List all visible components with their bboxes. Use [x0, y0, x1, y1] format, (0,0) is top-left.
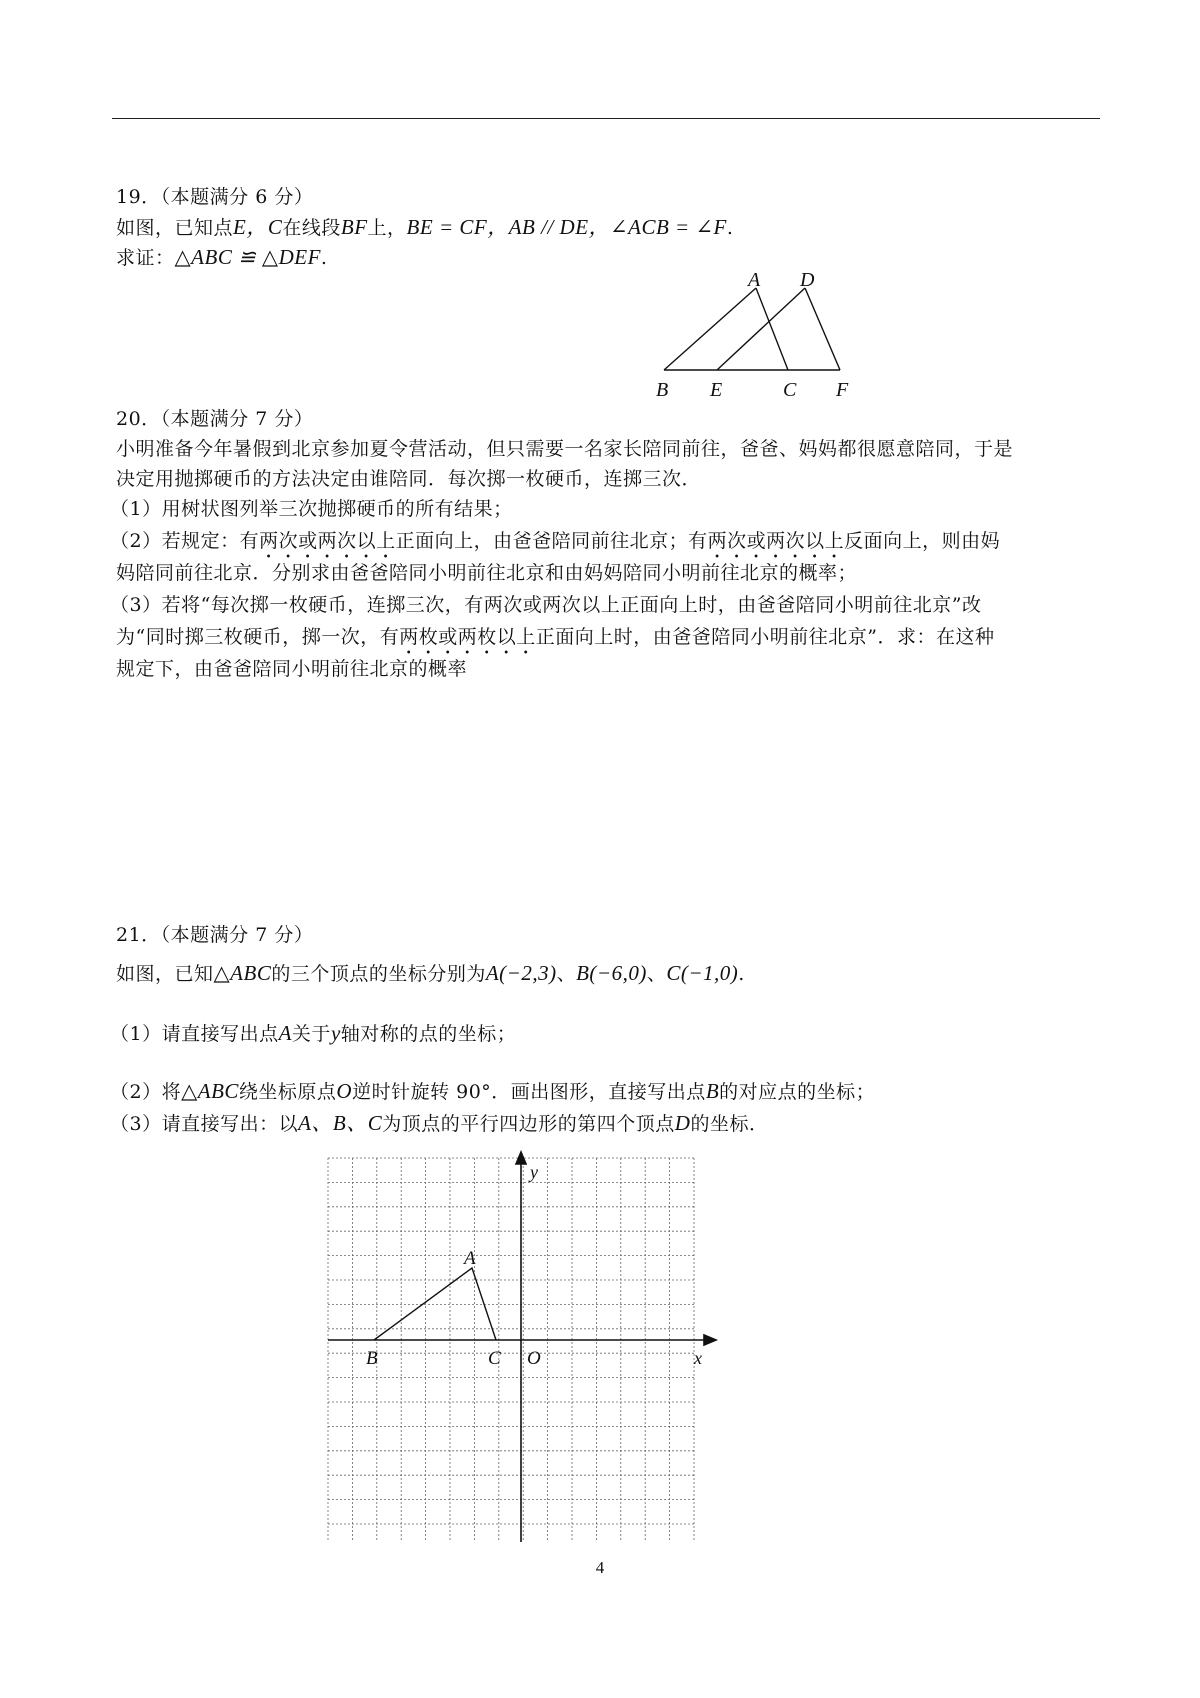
point-label-C: C	[488, 1348, 501, 1369]
fig-label-C: C	[783, 379, 797, 401]
q20-part-3-cont: 为“同时掷三枚硬币，掷一次，有两枚或两枚以上正面向上时，由爸爸陪同小明前往北京”．求：在这种	[116, 626, 995, 648]
q19-prove: 求证：△ABC ≌ △DEF.	[116, 245, 328, 269]
q21-coordinate-grid	[320, 1150, 720, 1550]
grid-lines	[328, 1158, 696, 1542]
page-number: 4	[595, 1558, 605, 1577]
fig-label-E: E	[710, 379, 723, 401]
q20-header: 20．（本题满分 7 分）	[116, 408, 314, 430]
q20-intro-1: 小明准备今年暑假到北京参加夏令营活动，但只需要一名家长陪同前往，爸爸、妈妈都很愿意陪同，于是	[116, 438, 1014, 460]
fig-label-A: A	[748, 270, 761, 291]
q20-part-2-cont: 妈陪同前往北京．分别求由爸爸陪同小明前往北京和由妈妈陪同小明前往北京的概率；	[116, 562, 858, 584]
q20-part-3: （3）若将“每次掷一枚硬币，连掷三次，有两次或两次以上正面向上时，由爸爸陪同小明前往北京”改	[110, 594, 982, 616]
q20-part-3-end: 规定下，由爸爸陪同小明前往北京的概率	[116, 658, 468, 680]
q20-part-1: （1）用树状图列举三次抛掷硬币的所有结果；	[110, 498, 513, 520]
axis-label-y: y	[530, 1162, 538, 1182]
q19-triangle-figure	[640, 270, 860, 405]
q21-header: 21．（本题满分 7 分）	[116, 924, 314, 946]
axis-label-x: x	[694, 1348, 702, 1368]
q21-part-3: （3）请直接写出：以A、B、C为顶点的平行四边形的第四个顶点D的坐标．	[110, 1111, 769, 1135]
q19-header: 19．（本题满分 6 分）	[116, 186, 314, 208]
q19-statement: 如图，已知点E，C在线段BF上，BE = CF，AB // DE，∠ACB = ∠F.	[116, 215, 734, 239]
fig-label-D: D	[800, 270, 815, 291]
q21-intro: 如图，已知△ABC的三个顶点的坐标分别为A(−2,3)、B(−6,0)、C(−1,0).	[116, 961, 745, 985]
origin-label-O: O	[527, 1348, 541, 1369]
coordinate-axes	[328, 1152, 716, 1542]
q20-intro-2: 决定用抛掷硬币的方法决定由谁陪同．每次掷一枚硬币，连掷三次．	[116, 468, 702, 490]
header-rule	[112, 118, 1100, 119]
point-label-B: B	[366, 1348, 378, 1369]
fig-label-B: B	[656, 379, 669, 401]
fig-label-F: F	[836, 379, 849, 401]
q21-part-1: （1）请直接写出点A关于y轴对称的点的坐标；	[110, 1021, 517, 1045]
q21-part-2: （2）将△ABC绕坐标原点O逆时针旋转 90°．画出图形，直接写出点B的对应点的坐标；	[110, 1079, 876, 1103]
point-label-A: A	[464, 1248, 476, 1269]
q20-part-2: （2）若规定：有两次或两次以上正面向上，由爸爸陪同前往北京；有两次或两次以上反面向上，则由妈	[110, 530, 1001, 552]
